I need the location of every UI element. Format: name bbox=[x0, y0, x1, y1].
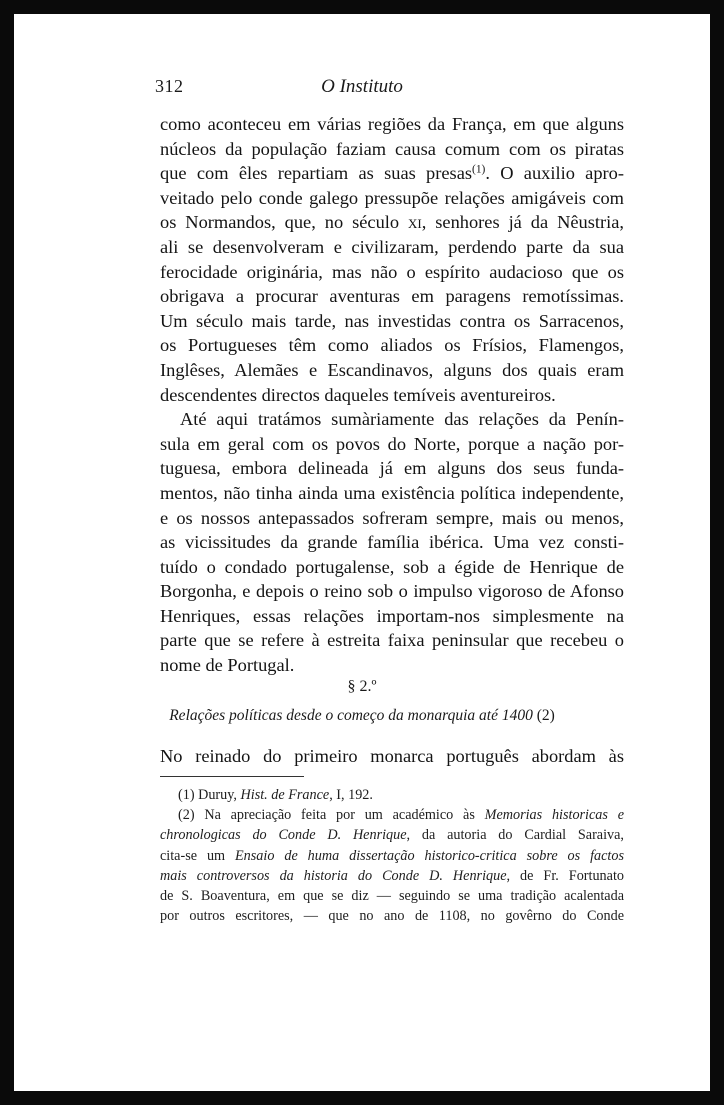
text-line: descendentes directos daqueles temíveis aventureiros. bbox=[160, 384, 556, 405]
text-line: veitado pelo conde galego pressupõe relações amigáveis com bbox=[160, 187, 624, 208]
page-header bbox=[14, 68, 710, 104]
text-line: Borgonha, e depois o reino sob o impulso vigoroso de Afonso bbox=[160, 581, 624, 602]
footnote-2-line bbox=[160, 886, 624, 906]
century-numeral: xi bbox=[408, 212, 422, 233]
section-heading-text: Relações políticas desde o começo da monarquia até 1400 bbox=[169, 707, 533, 724]
page-number: 312 bbox=[155, 76, 184, 96]
section-heading bbox=[14, 707, 710, 725]
text-line: ferocidade originária, mas não o espírito audacioso que os bbox=[160, 261, 624, 282]
text-line: Um século mais tarde, nas investidas contra os Sarracenos, bbox=[160, 310, 624, 331]
footnote-1 bbox=[160, 785, 624, 805]
footnote-2-line bbox=[160, 846, 624, 866]
text-line: obrigava a procurar aventuras em paragens remotíssimas. bbox=[160, 286, 624, 307]
footnote-text: cita-se um bbox=[160, 847, 236, 864]
text-line bbox=[160, 161, 624, 186]
text-line: Inglêses, Alemães e Escandinavos, alguns dos quais eram bbox=[160, 359, 624, 380]
footnote-work-title: Memorias historicas e bbox=[484, 807, 624, 824]
text-line: mentos, não tinha ainda uma existência política independente, bbox=[160, 482, 624, 503]
footnote-2-line bbox=[160, 906, 624, 926]
text-line: núcleos da população faziam causa comum com os piratas bbox=[160, 138, 624, 159]
text-line: tuguesa, embora delineada já em alguns dos seus funda- bbox=[160, 458, 624, 479]
text-line: ali se desenvolveram e civilizaram, perdendo parte da sua bbox=[160, 236, 624, 257]
footnote-text: , I, 192. bbox=[329, 787, 373, 803]
footnote-2-line bbox=[160, 866, 624, 886]
text-line bbox=[160, 210, 624, 235]
text-fragment: os Normandos, que, no século bbox=[160, 212, 409, 233]
footnote-text: , de Fr. Fortunato bbox=[506, 867, 624, 884]
text-line: parte que se refere à estreita faixa peninsular que recebeu o bbox=[160, 630, 624, 651]
footnote-2-line bbox=[160, 805, 624, 825]
text-line: tuído o condado portugalense, sob a égide de Henrique de bbox=[160, 556, 624, 577]
text-line: sula em geral com os povos do Norte, porque a nação por- bbox=[160, 433, 624, 454]
text-line: Henriques, essas relações importam-nos simplesmente na bbox=[160, 605, 624, 626]
text-line: como aconteceu em várias regiões da França, em que alguns bbox=[160, 114, 624, 134]
text-fragment: , senhores já da Nêustria, bbox=[421, 212, 624, 233]
footnote-text: , da autoria do Cardial Saraiva, bbox=[406, 827, 624, 844]
text-line-content: No reinado do primeiro monarca português abordam às bbox=[160, 746, 624, 766]
paragraph-start-line: Até aqui tratámos sumàriamente das relações da Penín- bbox=[180, 409, 624, 430]
footnote-marker: (1) bbox=[178, 787, 195, 803]
scanned-page bbox=[14, 14, 710, 1091]
text-line: as vicissitudes da grande família ibérica. Uma vez consti- bbox=[160, 532, 624, 553]
footnote-reference: (1) bbox=[472, 163, 486, 176]
footnote-text: por outros escritores, — que no ano de 1108, no govêrno do Conde bbox=[160, 908, 624, 925]
text-line: nome de Portugal. bbox=[160, 655, 295, 676]
footnote-text: de S. Boaventura, em que se diz — seguindo se uma tradição acalentada bbox=[160, 887, 624, 904]
section-number: § 2.º bbox=[347, 678, 377, 695]
footnote-divider bbox=[160, 776, 304, 777]
text-line: e os nossos antepassados sofreram sempre, mais ou menos, bbox=[160, 507, 624, 528]
text-line bbox=[160, 744, 624, 769]
footnote-text: (2) Na apreciação feita por um académico às bbox=[178, 807, 485, 824]
footnote-work-title: chronologicas do Conde D. Henrique bbox=[160, 827, 407, 844]
footnote-work-title: mais controversos da historia do Conde D. Henrique bbox=[160, 867, 507, 884]
footnote-work-title: Ensaio de huma dissertação historico-critica sobre os factos bbox=[235, 847, 624, 864]
body-text bbox=[160, 112, 624, 678]
text-line: os Portugueses têm como aliados os Frísios, Flamengos, bbox=[160, 335, 624, 356]
footnote-reference: (2) bbox=[536, 707, 555, 724]
running-title: O Instituto bbox=[321, 76, 403, 97]
text-fragment: . O auxilio apro- bbox=[485, 163, 624, 184]
footnote-work-title: Hist. de France bbox=[240, 787, 330, 803]
footnotes bbox=[160, 785, 624, 926]
text-fragment: que com êles repartiam as suas presas bbox=[160, 163, 473, 184]
footnote-2-line bbox=[160, 825, 624, 845]
footnote-author: Duruy, bbox=[198, 787, 241, 803]
